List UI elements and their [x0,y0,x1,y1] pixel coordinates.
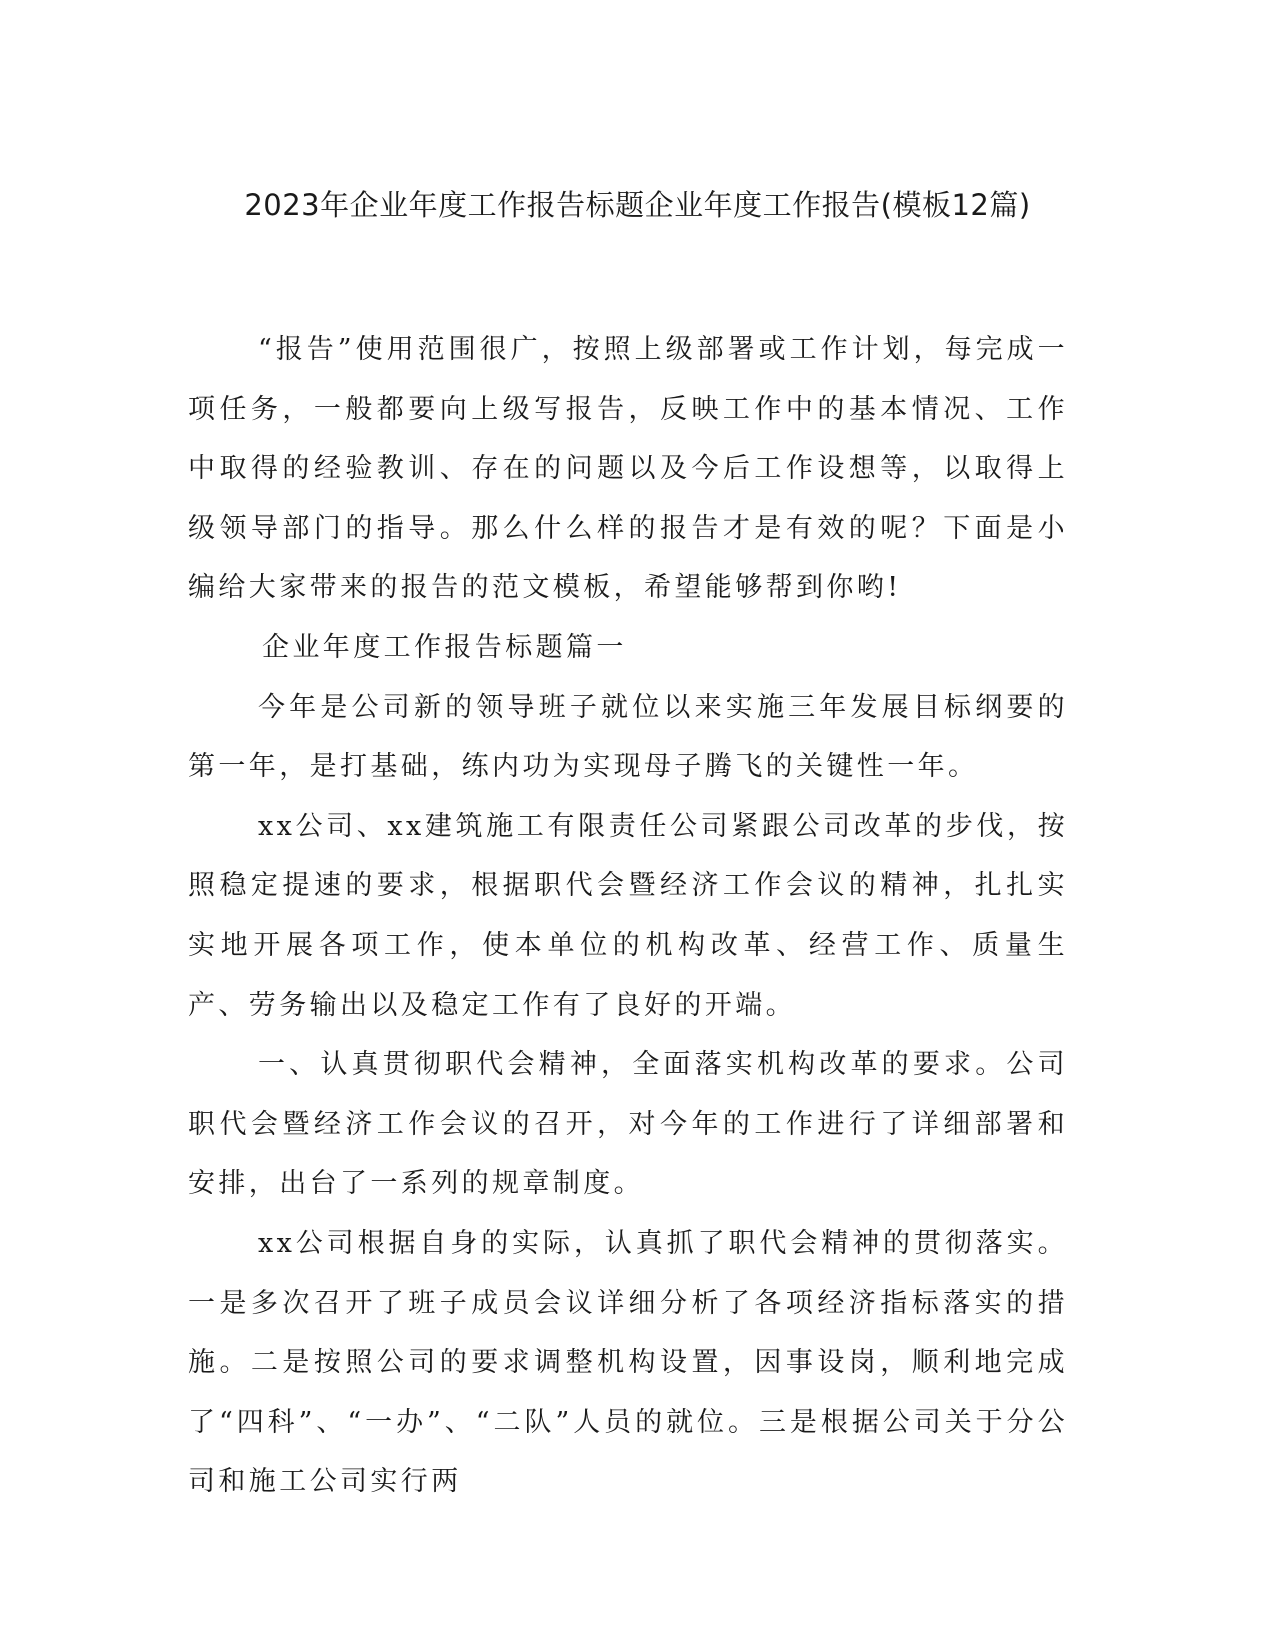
intro-paragraph: “报告”使用范围很广，按照上级部署或工作计划，每完成一项任务，一般都要向上级写报告，反映工作中的基本情况、工作中取得的经验教训、存在的问题以及今后工作设想等，以取得上级领导部门的指导。那么什么样的报告才是有效的呢？下面是小编给大家带来的报告的范文模板，希望能够帮到你哟! [188,334,1068,604]
document-body [188,320,1068,1512]
body-paragraph: 今年是公司新的领导班子就位以来实施三年发展目标纲要的第一年，是打基础，练内功为实现母子腾飞的关键性一年。 [188,691,1068,783]
body-paragraph: xx公司根据自身的实际，认真抓了职代会精神的贯彻落实。一是多次召开了班子成员会议详细分析了各项经济指标落实的措施。二是按照公司的要求调整机构设置，因事设岗，顺利地完成了“四科”、“一办”、“二队”人员的就位。三是根据公司关于分公司和施工公司实行两 [188,1227,1068,1498]
document-title: 2023年企业年度工作报告标题企业年度工作报告(模板12篇) [244,188,1031,222]
body-paragraph: xx公司、xx建筑施工有限责任公司紧跟公司改革的步伐，按照稳定提速的要求，根据职代会暨经济工作会议的精神，扎扎实实地开展各项工作，使本单位的机构改革、经营工作、质量生产、劳务输出以及稳定工作有了良好的开端。 [188,810,1068,1021]
body-paragraph: 一、认真贯彻职代会精神，全面落实机构改革的要求。公司职代会暨经济工作会议的召开，对今年的工作进行了详细部署和安排，出台了一系列的规章制度。 [188,1049,1068,1200]
section-heading: 企业年度工作报告标题篇一 [262,631,627,663]
